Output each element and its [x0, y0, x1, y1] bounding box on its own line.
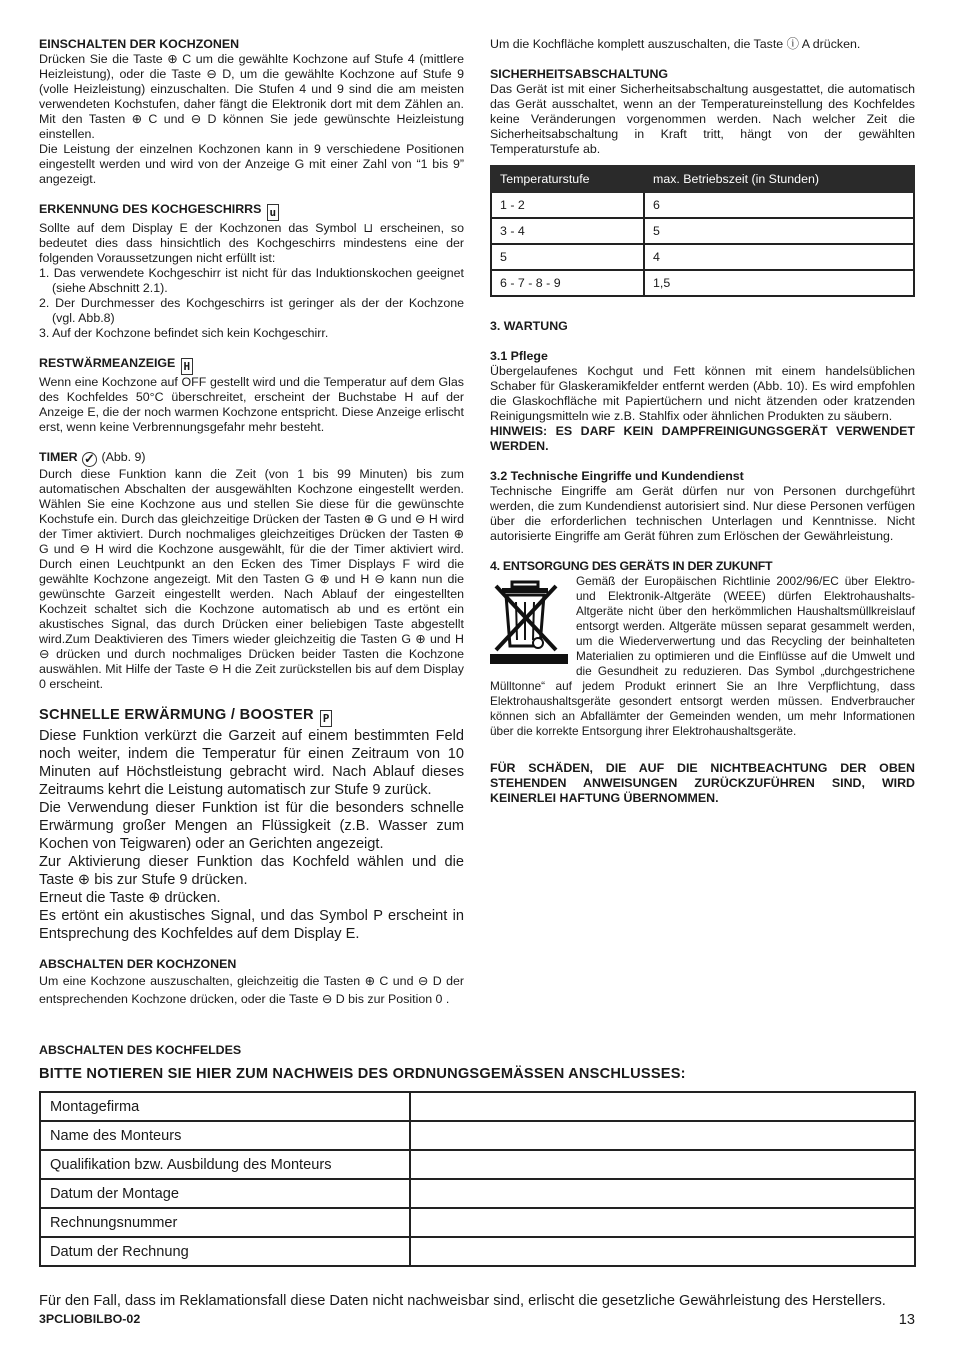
paragraph: Drücken Sie die Taste ⊕ C um die gewählte Kochzone auf Stufe 4 (mittlere Heizleistung), oder die Taste ⊖ D, um die gewählte Kochzone auf Stufe 9 (volle Heizleistung) einzuschalten. Die Stufen 4 und 9 sind die am meisten verwendeten Kochstufen, daher fängt die Elektronik dort mit dem Zählen an. Mit den Tasten ⊕ C und ⊖ D können Sie jede gewünschte Heizleistung einstellen.: [39, 52, 464, 141]
list-item: 1. Das verwendete Kochgeschirr ist nicht für das Induktionskochen geeignet (siehe Abschnitt 2.1).: [39, 266, 464, 295]
table-cell: 1,5: [644, 270, 914, 296]
table-cell: 5: [491, 244, 644, 270]
form-label: Qualifikation bzw. Ausbildung des Monteurs: [40, 1150, 410, 1179]
table-cell: 1 - 2: [491, 192, 644, 218]
table-cell: 6 - 7 - 8 - 9: [491, 270, 644, 296]
table-row: [491, 244, 914, 270]
right-column: [490, 37, 915, 806]
section-title: SCHNELLE ERWÄRMUNG / BOOSTER P: [39, 706, 464, 727]
left-column: [39, 37, 464, 1008]
paragraph: Es ertönt ein akustisches Signal, und das Symbol P erscheint in Entsprechung des Kochfeldes auf dem Display E.: [39, 908, 464, 942]
section-title: ABSCHALTEN DES KOCHFELDES: [39, 1043, 242, 1057]
paragraph: Die Verwendung dieser Funktion ist für die besonders schnelle Erwärmung großer Mengen an Flüssigkeit (z.B. Wasser zum Kochen von Teigwaren) oder an Gerichten angezeigt.: [39, 800, 464, 852]
section-title: ABSCHALTEN DER KOCHZONEN: [39, 957, 237, 971]
list-item: 3. Auf der Kochzone befindet sich kein Kochgeschirr.: [39, 326, 329, 340]
footer-note: Für den Fall, dass im Reklamationsfall diese Daten nicht nachweisbar sind, erlischt die gesetzliche Gewährleistung des Herstellers.: [39, 1293, 886, 1309]
paragraph: Diese Funktion verkürzt die Garzeit auf einem bestimmten Feld noch weiter, indem die Temperatur für einen Zeitraum von 10 Minuten auf Höchstleistung gebracht wird. Nach Ablauf dieses Zeitraums kehrt die Leistung automatisch zur Stufe 9 zurück.: [39, 728, 464, 798]
installation-record-form: [39, 1091, 916, 1267]
paragraph: Sollte auf dem Display E der Kochzonen das Symbol ⊔ erscheinen, so bedeutet dies dass hinsichtlich des Kochgeschirrs mindestens eine der folgenden Voraussetzungen nicht erfüllt ist:: [39, 221, 464, 265]
paragraph: Die Leistung der einzelnen Kochzonen kann in 9 verschiedene Positionen eingestellt werden und wird von der Anzeige G mit einer Zahl von “1 bis 9” angezeigt.: [39, 142, 464, 186]
table-row: [491, 218, 914, 244]
section-title: ERKENNUNG DES KOCHGESCHIRRS u: [39, 202, 464, 221]
form-row: [40, 1237, 915, 1266]
table-row: [491, 192, 914, 218]
paragraph: Zur Aktivierung dieser Funktion das Kochfeld wählen und die Taste ⊕ bis zur Stufe 9 drücken.: [39, 854, 464, 888]
paragraph: Übergelaufenes Kochgut und Fett können mit einem handelsüblichen Schaber für Glaskeramikfelder entfernt werden (Abb. 10). Es wird empfohlen die Glaskochfläche mit Papiertüchern und nicht ätzenden oder kratzenden Reinigungsmitteln wie z.B. Stahlfix oder ähnlichen Produkten zu säubern.: [490, 364, 915, 423]
form-entry-field[interactable]: [410, 1208, 915, 1237]
form-row: [40, 1092, 915, 1121]
display-h-icon: H: [181, 358, 193, 375]
form-row: [40, 1208, 915, 1237]
subsection-title: 3.2 Technische Eingriffe und Kundendienst: [490, 469, 744, 483]
form-label: Rechnungsnummer: [40, 1208, 410, 1237]
requirements-list: [39, 266, 464, 341]
display-p-icon: P: [320, 710, 332, 727]
form-entry-field[interactable]: [410, 1121, 915, 1150]
form-row: [40, 1179, 915, 1208]
form-row: [40, 1121, 915, 1150]
section-title: SICHERHEITSABSCHALTUNG: [490, 67, 669, 81]
paragraph: Durch diese Funktion kann die Zeit (von 1 bis 99 Minuten) bis zum automatischen Abschalten der ausgewählten Kochzone eingestellt werden. Wählen Sie eine Kochzone aus und stellen Sie diese für die gewünschte Kochstufe ein. Durch das gleichzeitige Drücken der Tasten ⊕ G und ⊖ H wird der Timer aktiviert. Durch nochmaliges gleichzeitiges Drücken der Tasten ⊕ G und ⊖ H wird die Kochzone ausgewählt, für die der Timer aktiviert wird. Durch einen Leuchtpunkt an den Ecken des Timer Displays F wird die gewählte Kochzone angezeigt. Mit den Tasten G ⊕ und H ⊖ kann nun die gewünschte Garzeit eingestellt werden. Nach Ablauf der eingestellten Kochzeit schaltet sich die Kochzone automatisch ab und es ertönt ein akustisches Signal, das durch Drücken einer beliebigen Taste abgestellt wird.Zum Deaktivieren des Timers wieder gleichzeitig die Tasten G ⊕ und H ⊖ drücken und durch nochmaliges Drücken beider Tasten die Kochzone auswählen. Mit Hilfe der Taste ⊖ H die Zeit zurückstellen bis auf dem Display 0 erscheint.: [39, 467, 464, 691]
section-title: 3. WARTUNG: [490, 319, 568, 333]
table-cell: 3 - 4: [491, 218, 644, 244]
form-entry-field[interactable]: [410, 1150, 915, 1179]
form-entry-field[interactable]: [410, 1092, 915, 1121]
paragraph: Erneut die Taste ⊕ drücken.: [39, 890, 221, 906]
form-label: Datum der Montage: [40, 1179, 410, 1208]
form-entry-field[interactable]: [410, 1237, 915, 1266]
list-item: 2. Der Durchmesser des Kochgeschirrs ist geringer als der der Kochzone (vgl. Abb.8): [39, 296, 464, 325]
warning-note: HINWEIS: ES DARF KEIN DAMPFREINIGUNGSGERÄT VERWENDET WERDEN.: [490, 424, 915, 453]
paragraph: Um eine Kochzone auszuschalten, gleichzeitig die Tasten ⊕ C und ⊖ D der entsprechenden Kochzone drücken, oder die Taste ⊖ D bis zur Position 0 .: [39, 974, 464, 1006]
section-title: EINSCHALTEN DER KOCHZONEN: [39, 37, 240, 51]
form-entry-field[interactable]: [410, 1179, 915, 1208]
form-row: [40, 1150, 915, 1179]
safety-shutdown-table: [490, 165, 915, 297]
paragraph: Technische Eingriffe am Gerät dürfen nur von Personen durchgeführt werden, die zum Kundendienst autorisiert sind. Nur diese Personen verfügen über die erforderlichen technischen Unterlagen und Kenntnisse. Nicht autorisierte Eingriffe am Gerät führen zum Erlöschen der Gewährleistung.: [490, 484, 915, 543]
timer-icon: ✓: [82, 452, 97, 467]
form-label: Datum der Rechnung: [40, 1237, 410, 1266]
form-label: Montagefirma: [40, 1092, 410, 1121]
paragraph: Gemäß der Europäischen Richtlinie 2002/96/EC über Elektro- und Elektronik-Altgeräte (WEEE) dürfen Elektrohaushalts-Altgeräte nicht über den herkömmlichen Haushaltsmüllkreislauf entsorgt werden. Altgeräte müssen separat gesammelt werden, um die Wiederverwertung und das Recycling der beinhalteten Materialien zu optimieren und die Einflüsse auf die Umwelt und die Gesundheit zu reduzieren. Das Symbol „durchgestrichene Mülltonne“ auf jedem Produkt erinnert Sie an Ihre Verpflichtung, dass Elektrohaushaltsgeräte gesondert entsorgt werden müssen. Endverbraucher können sich an Abfallämter der Gemeinden wenden, um mehr Informationen über die korrekte Entsorgung ihrer Elektrohaushaltsgeräte.: [490, 574, 915, 738]
table-header: Temperaturstufe: [491, 166, 644, 192]
section-title: 4. ENTSORGUNG DES GERÄTS IN DER ZUKUNFT: [490, 559, 773, 573]
subsection-title: 3.1 Pflege: [490, 349, 548, 363]
form-title: BITTE NOTIEREN SIE HIER ZUM NACHWEIS DES ORDNUNGSGEMÄSSEN ANSCHLUSSES:: [39, 1066, 686, 1082]
section-title: RESTWÄRMEANZEIGE H: [39, 356, 464, 375]
paragraph: Das Gerät ist mit einer Sicherheitsabschaltung ausgestattet, die automatisch das Gerät ausschaltet, wenn an der Temperatureinstellung des Kochfeldes keine Veränderungen vorgenommen werden. Nach welcher Zeit die Sicherheitsabschaltung in Kraft tritt, hängt von der gewählten Temperaturstufe ab.: [490, 82, 915, 156]
document-code: 3PCLIOBILBO-02: [39, 1312, 141, 1326]
table-cell: 4: [644, 244, 914, 270]
page-number: 13: [898, 1312, 915, 1328]
table-cell: 6: [644, 192, 914, 218]
display-pan-icon: u: [267, 204, 279, 221]
paragraph: Um die Kochfläche komplett auszuschalten, die Taste ⓘ A drücken.: [490, 37, 861, 51]
table-cell: 5: [644, 218, 914, 244]
paragraph: Wenn eine Kochzone auf OFF gestellt wird und die Temperatur auf dem Glas des Kochfeldes 50°C überschreitet, erscheint der Buchstabe H auf der Anzeige E, die der noch warmen Kochzone entspricht. Diese Anzeige erlischt erst, wenn keine Verbrennungsgefahr mehr besteht.: [39, 375, 464, 434]
form-label: Name des Monteurs: [40, 1121, 410, 1150]
table-header: max. Betriebszeit (in Stunden): [644, 166, 914, 192]
weee-bin-icon: [490, 576, 568, 664]
table-row: [491, 270, 914, 296]
liability-note: FÜR SCHÄDEN, DIE AUF DIE NICHTBEACHTUNG DER OBEN STEHENDEN ANWEISUNGEN ZURÜCKZUFÜHREN SIND, WIRD KEINERLEI HAFTUNG ÜBERNOMMEN.: [490, 761, 915, 805]
section-title: TIMER ✓ (Abb. 9): [39, 450, 146, 466]
table-header-row: [491, 166, 914, 192]
